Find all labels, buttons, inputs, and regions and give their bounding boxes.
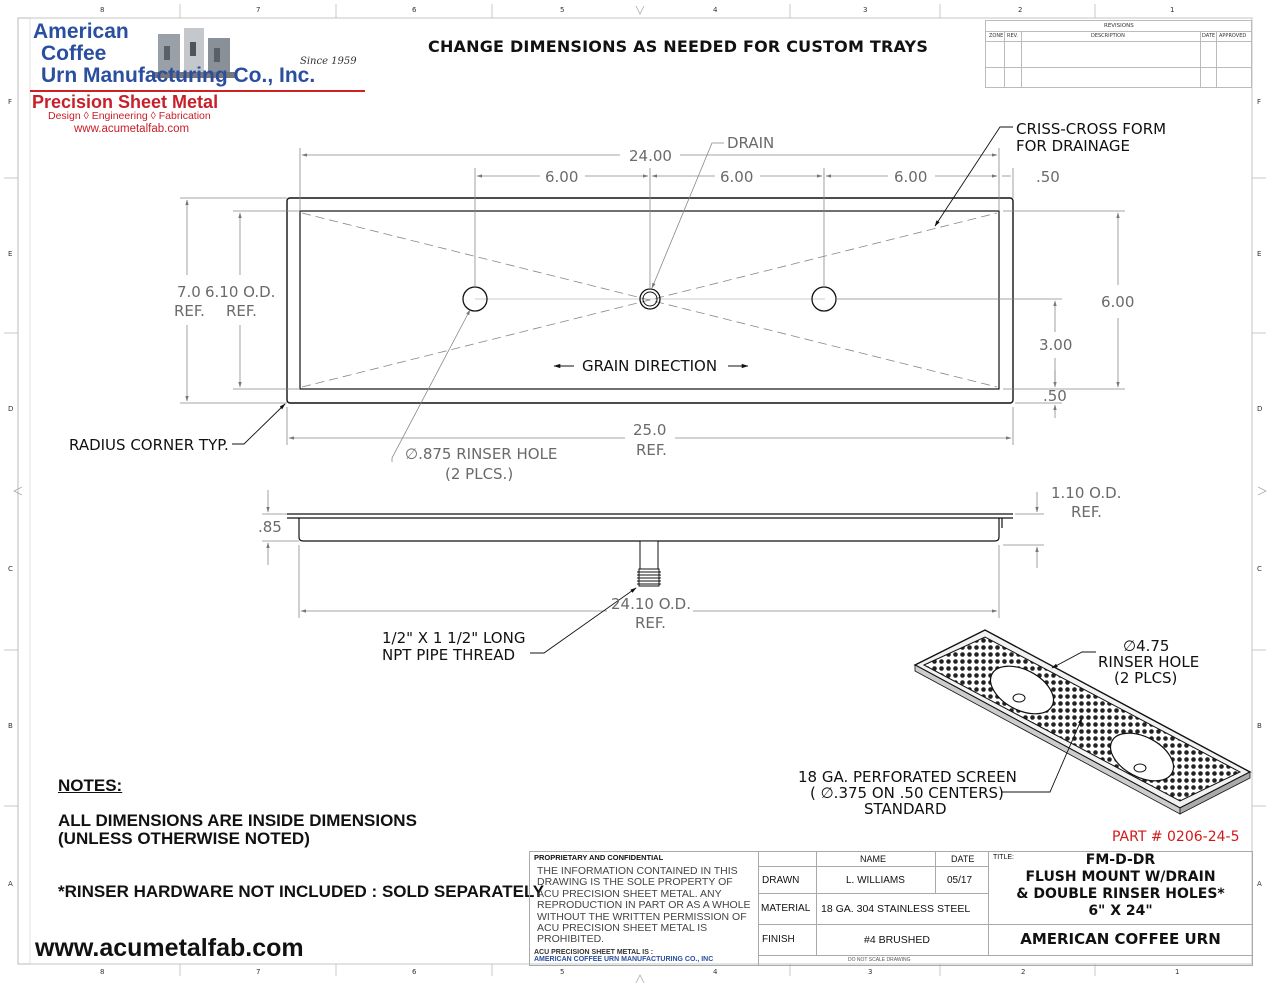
title-line-4: 6" X 24" bbox=[1088, 903, 1153, 919]
logo-line2: Coffee bbox=[41, 42, 107, 65]
zone-top-6: 6 bbox=[412, 6, 417, 14]
dim-depth: .85 bbox=[258, 518, 282, 536]
logo-division: Precision Sheet Metal bbox=[32, 92, 219, 112]
part-number: PART # 0206-24-5 bbox=[1112, 829, 1240, 845]
criss-cross-label-2: FOR DRAINAGE bbox=[1016, 137, 1130, 155]
zone-top-1: 1 bbox=[1170, 6, 1175, 14]
dim-left-ref-od: 7.0 bbox=[177, 283, 201, 301]
zone-right-B: B bbox=[1257, 722, 1262, 730]
zone-right-A: A bbox=[1257, 880, 1262, 888]
rev-col-date: DATE bbox=[1202, 33, 1216, 39]
dim-od-height: 1.10 O.D. bbox=[1051, 484, 1122, 502]
acu-line: ACU PRECISION SHEET METAL IS : bbox=[534, 949, 654, 956]
dim-left-ref-od-sub: REF. bbox=[174, 302, 205, 320]
drawn-label: DRAWN bbox=[762, 875, 800, 886]
dim-od-length: 24.10 O.D. bbox=[611, 595, 691, 613]
notes-heading: NOTES: bbox=[58, 776, 123, 795]
drawn-name: L. WILLIAMS bbox=[846, 875, 905, 886]
notes-line-1: ALL DIMENSIONS ARE INSIDE DIMENSIONS bbox=[58, 811, 417, 830]
dim-end-offset: .50 bbox=[1036, 168, 1060, 186]
zone-bottom-1: 1 bbox=[1175, 968, 1180, 976]
title-block bbox=[529, 851, 1253, 966]
drawn-date: 05/17 bbox=[947, 875, 973, 886]
material-value: 18 GA. 304 STAINLESS STEEL bbox=[821, 903, 971, 915]
rinser-hole-label-2: (2 PLCS.) bbox=[445, 465, 514, 483]
zone-top-5: 5 bbox=[560, 6, 565, 14]
zone-bottom-6: 6 bbox=[412, 968, 417, 976]
perforated-screen-label-1: 18 GA. PERFORATED SCREEN bbox=[798, 768, 1017, 786]
iso-rinser-label-3: (2 PLCS) bbox=[1114, 669, 1178, 687]
dim-hole-spacing-2: 6.00 bbox=[720, 168, 754, 186]
dim-od-length-sub: REF. bbox=[635, 614, 666, 632]
iso-rinser-label-1: ∅4.75 bbox=[1123, 637, 1170, 655]
radius-corner-label: RADIUS CORNER TYP. bbox=[69, 436, 229, 454]
header-note: CHANGE DIMENSIONS AS NEEDED FOR CUSTOM TRAYS bbox=[428, 37, 929, 56]
dim-left-od: 6.10 O.D. bbox=[205, 283, 276, 301]
date-header: DATE bbox=[951, 854, 975, 864]
proprietary-body: THE INFORMATION CONTAINED IN THIS DRAWING IS THE SOLE PROPERTY OF ACU PRECISION SHEET METAL. ANY REPRODUCTION IN PART OR AS A WHOLE WITHOUT THE WRITTEN PERMISSION OF ACU PRECISION SHEET METAL IS PROHIBITED. bbox=[537, 865, 751, 946]
zone-top-2: 2 bbox=[1018, 6, 1023, 14]
name-header: NAME bbox=[860, 854, 887, 864]
notes-line-2: (UNLESS OTHERWISE NOTED) bbox=[58, 829, 310, 848]
dim-left-od-sub: REF. bbox=[226, 302, 257, 320]
do-not-scale: DO NOT SCALE DRAWING bbox=[848, 957, 911, 963]
title-header: TITLE: bbox=[993, 854, 1015, 861]
title-line-2: FLUSH MOUNT W/DRAIN bbox=[1025, 869, 1216, 885]
zone-left-B: B bbox=[8, 722, 13, 730]
dim-overall-ref-sub: REF. bbox=[636, 441, 667, 459]
dim-hole-spacing-3: 6.00 bbox=[894, 168, 928, 186]
grain-direction-label: GRAIN DIRECTION bbox=[582, 357, 718, 375]
pipe-thread-label-1: 1/2" X 1 1/2" LONG bbox=[382, 629, 526, 647]
rev-col-rev: REV. bbox=[1007, 33, 1018, 39]
zone-bottom-8: 8 bbox=[100, 968, 105, 976]
revisions-title: REVISIONS bbox=[1104, 23, 1134, 29]
zone-top-3: 3 bbox=[863, 6, 868, 14]
title-line-1: FM-D-DR bbox=[1085, 852, 1156, 868]
zone-bottom-3: 3 bbox=[868, 968, 873, 976]
dim-od-height-sub: REF. bbox=[1071, 503, 1102, 521]
zone-left-E: E bbox=[8, 250, 13, 258]
zone-left-C: C bbox=[8, 565, 13, 573]
perforated-screen-label-3: STANDARD bbox=[864, 800, 947, 818]
notes-line-3: *RINSER HARDWARE NOT INCLUDED : SOLD SEPARATELY bbox=[58, 882, 545, 901]
amer-line: AMERICAN COFFEE URN MANUFACTURING CO., INC bbox=[534, 956, 714, 963]
footer-website[interactable]: www.acumetalfab.com bbox=[35, 934, 304, 962]
drawing-title bbox=[989, 852, 1252, 920]
zone-top-7: 7 bbox=[256, 6, 261, 14]
rev-col-description: DESCRIPTION bbox=[1091, 33, 1125, 39]
zone-top-8: 8 bbox=[100, 6, 105, 14]
zone-left-D: D bbox=[8, 405, 14, 413]
iso-rinser-label-2: RINSER HOLE bbox=[1098, 653, 1200, 671]
logo-line1: American bbox=[33, 20, 129, 43]
material-label: MATERIAL bbox=[761, 903, 811, 914]
dim-right-bottom: .50 bbox=[1043, 387, 1067, 405]
zone-bottom-7: 7 bbox=[256, 968, 261, 976]
zone-bottom-2: 2 bbox=[1021, 968, 1026, 976]
rev-col-zone: ZONE bbox=[989, 33, 1004, 39]
logo-services: Design ◊ Engineering ◊ Fabrication bbox=[48, 110, 211, 122]
zone-right-E: E bbox=[1257, 250, 1262, 258]
zone-top-4: 4 bbox=[713, 6, 718, 14]
zone-right-C: C bbox=[1257, 565, 1262, 573]
dim-overall-width: 24.00 bbox=[629, 147, 672, 165]
logo-since: Since 1959 bbox=[300, 56, 357, 67]
logo-website[interactable]: www.acumetalfab.com bbox=[74, 123, 190, 135]
dim-hole-spacing-1: 6.00 bbox=[545, 168, 579, 186]
dim-right-height: 6.00 bbox=[1101, 293, 1135, 311]
pipe-thread-label-2: NPT PIPE THREAD bbox=[382, 646, 516, 664]
criss-cross-label-1: CRISS-CROSS FORM bbox=[1016, 120, 1167, 138]
finish-label: FINISH bbox=[762, 934, 795, 945]
drain-label: DRAIN bbox=[727, 134, 775, 152]
rinser-hole-label-1: ∅.875 RINSER HOLE bbox=[405, 445, 558, 463]
perforated-screen-label-2: ( ∅.375 ON .50 CENTERS) bbox=[810, 784, 1004, 802]
zone-right-D: D bbox=[1257, 405, 1263, 413]
dim-right-half: 3.00 bbox=[1039, 336, 1073, 354]
title-company: AMERICAN COFFEE URN bbox=[1020, 930, 1221, 948]
proprietary-head: PROPRIETARY AND CONFIDENTIAL bbox=[534, 853, 664, 862]
zone-left-A: A bbox=[8, 880, 13, 888]
zone-bottom-5: 5 bbox=[560, 968, 565, 976]
zone-bottom-4: 4 bbox=[713, 968, 718, 976]
logo-line3: Urn Manufacturing Co., Inc. bbox=[41, 64, 316, 87]
zone-left-F: F bbox=[8, 98, 13, 106]
rev-col-approved: APPROVED bbox=[1219, 33, 1247, 39]
zone-right-F: F bbox=[1257, 98, 1262, 106]
dim-overall-ref: 25.0 bbox=[633, 421, 667, 439]
title-line-3: & DOUBLE RINSER HOLES* bbox=[1016, 886, 1225, 902]
finish-value: #4 BRUSHED bbox=[864, 934, 930, 946]
